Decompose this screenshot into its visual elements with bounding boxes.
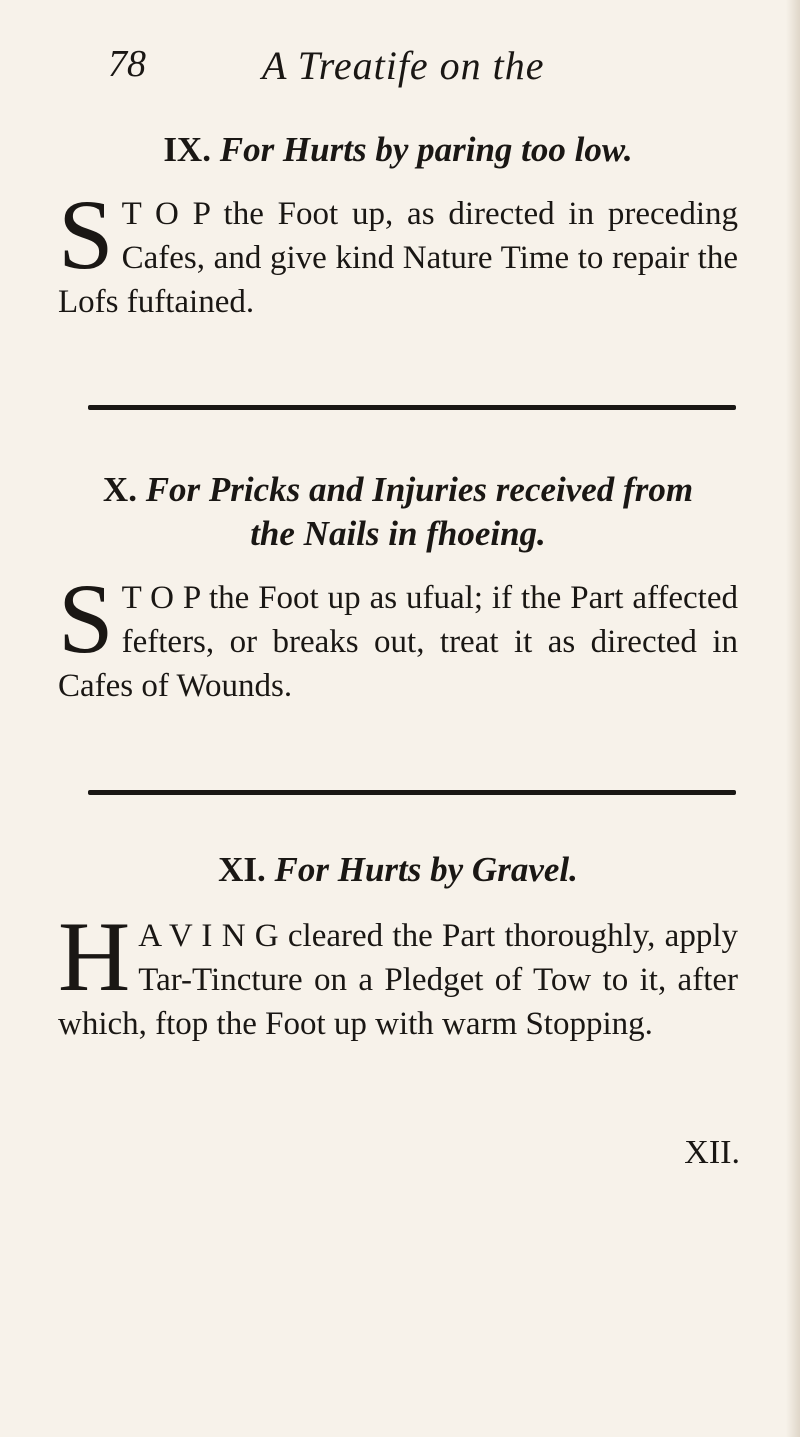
running-title: A Treatife on the xyxy=(262,43,545,88)
page-number: 78 xyxy=(108,43,146,85)
catchword: XII. xyxy=(684,1134,740,1171)
section-xi xyxy=(58,848,738,1046)
section-heading xyxy=(58,848,738,892)
section-text: T O P the Foot up as ufual; if the Part affected fefters, or breaks out, treat it as directed in Cafes of Wounds. xyxy=(58,580,738,704)
section-title-continued: the Nails in fhoeing. xyxy=(250,514,546,553)
section-text: T O P the Foot up, as directed in preceding Cafes, and give kind Nature Time to repair the Lofs fuftained. xyxy=(58,196,738,320)
section-title: For Hurts by Gravel. xyxy=(274,850,578,889)
drop-cap: S xyxy=(58,563,114,674)
section-ix xyxy=(58,128,738,324)
drop-cap: S xyxy=(58,179,114,290)
page-edge-shadow xyxy=(786,0,800,1437)
section-text: A V I N G cleared the Part thoroughly, apply Tar-Tincture on a Pledget of Tow to it, after which, ftop the Foot up with warm Stopping. xyxy=(58,918,738,1042)
section-body xyxy=(58,563,738,708)
running-head xyxy=(108,42,728,92)
section-number: IX. xyxy=(163,130,211,169)
section-divider xyxy=(88,405,736,410)
section-title: For Pricks and Injuries received from xyxy=(145,470,694,509)
drop-cap: H xyxy=(58,901,131,1012)
section-body xyxy=(58,901,738,1046)
section-heading xyxy=(58,468,738,556)
section-title: For Hurts by paring too low. xyxy=(219,130,633,169)
section-heading xyxy=(58,128,738,172)
section-number: XI. xyxy=(218,850,266,889)
section-number: X. xyxy=(102,470,137,509)
section-x xyxy=(58,468,738,708)
section-body xyxy=(58,179,738,324)
section-divider xyxy=(88,790,736,795)
